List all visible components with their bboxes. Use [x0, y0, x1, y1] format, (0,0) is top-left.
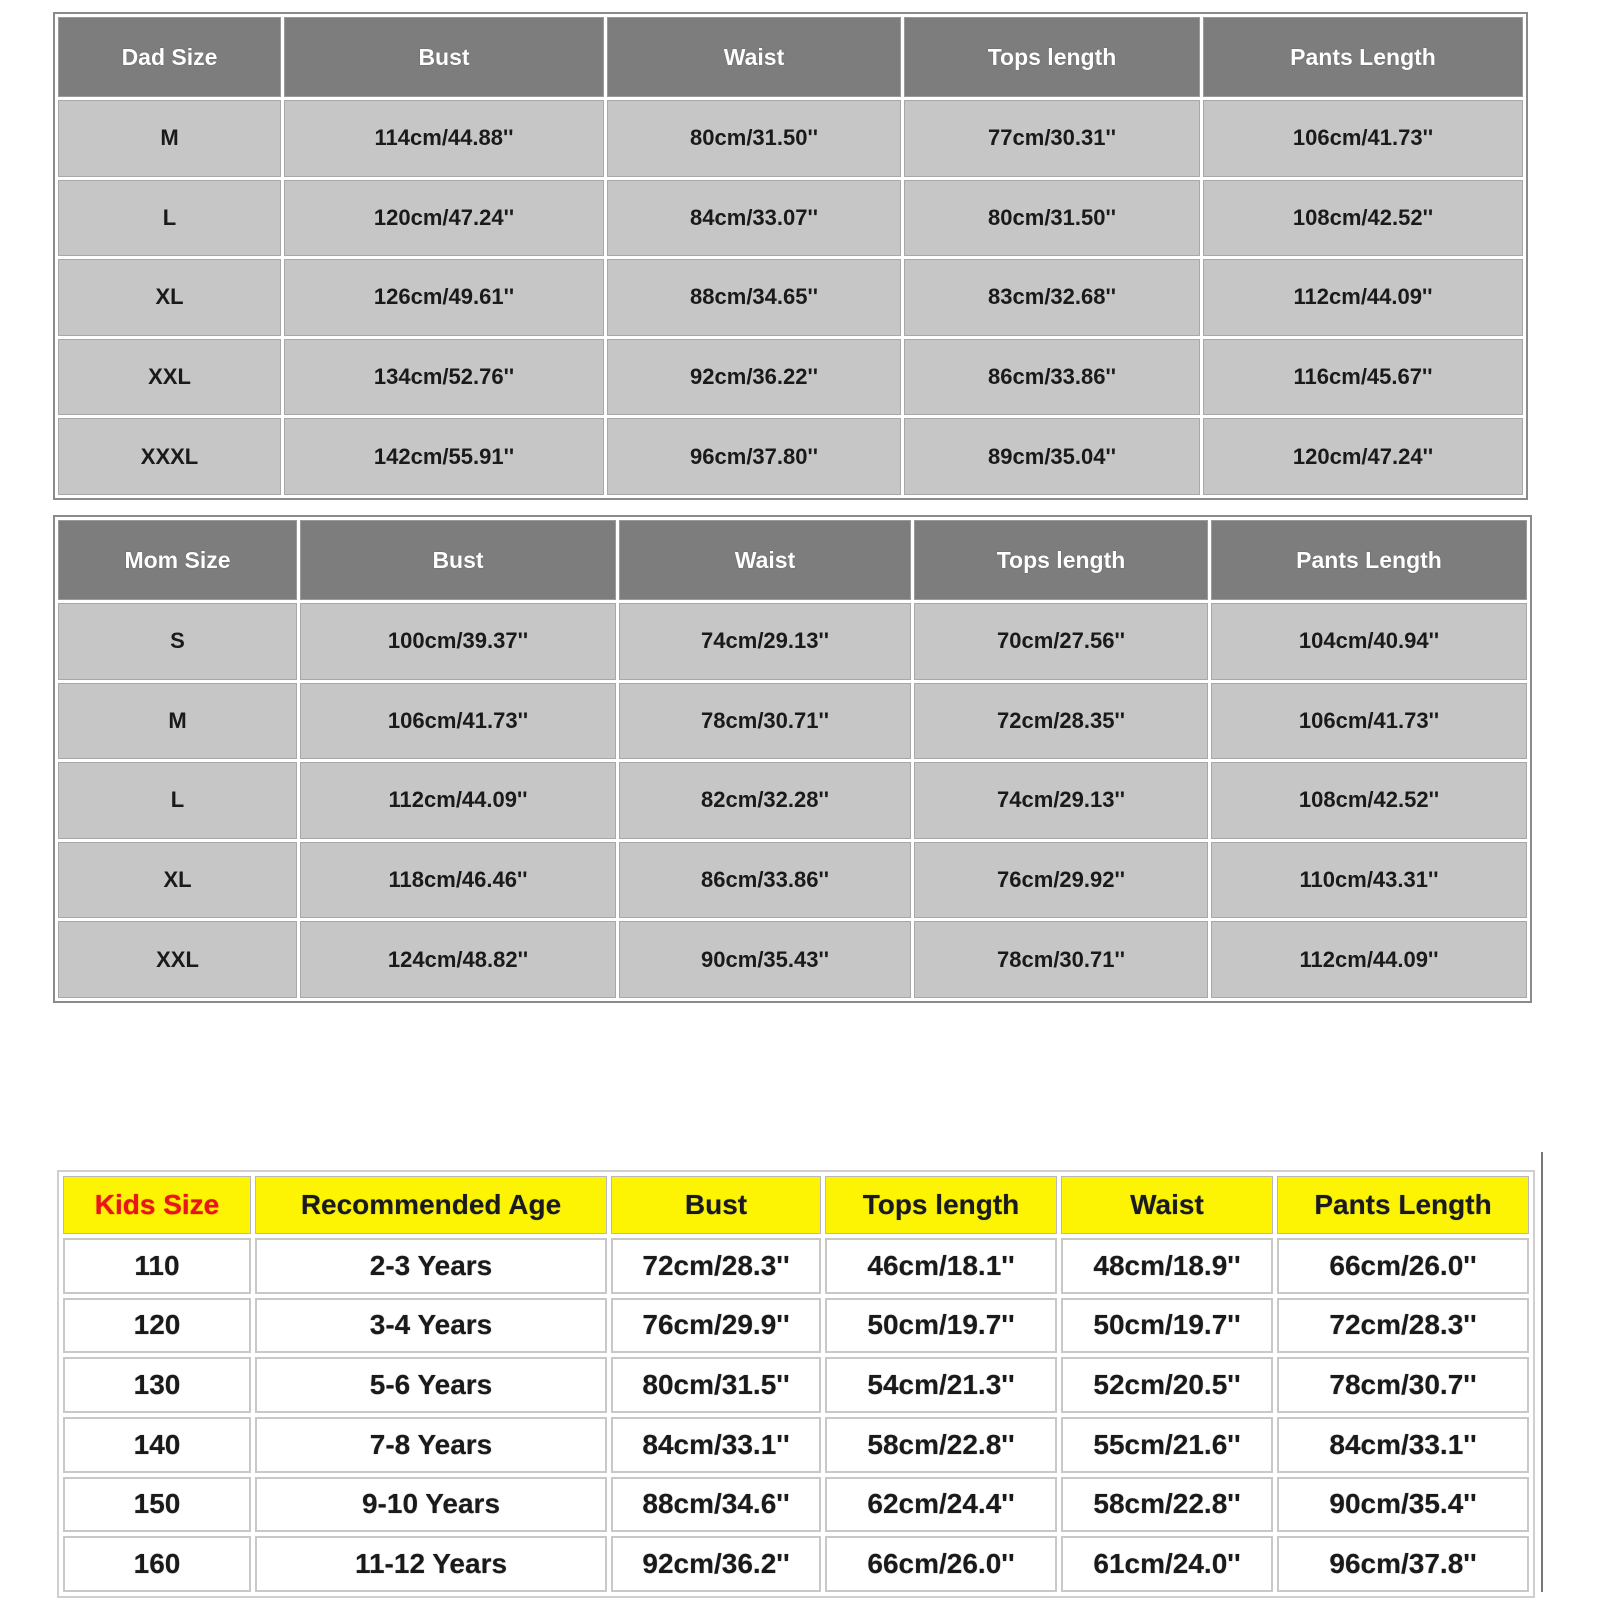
- kids-waist-cell: 58cm/22.8'': [1061, 1477, 1273, 1533]
- table-row: [58, 921, 1527, 998]
- dad-bust-cell: 134cm/52.76'': [284, 339, 604, 416]
- mom-bust-cell: 112cm/44.09'': [300, 762, 616, 839]
- mom-pants-length-cell: 108cm/42.52'': [1211, 762, 1527, 839]
- mom-header-bust: Bust: [300, 520, 616, 600]
- mom-size-cell: XXL: [58, 921, 297, 998]
- kids-tops-length-cell: 46cm/18.1'': [825, 1238, 1057, 1294]
- table-row: [63, 1357, 1529, 1413]
- dad-waist-cell: 96cm/37.80'': [607, 418, 901, 495]
- dad-tops-length-cell: 77cm/30.31'': [904, 100, 1200, 177]
- dad-waist-cell: 84cm/33.07'': [607, 180, 901, 257]
- kids-age-cell: 5-6 Years: [255, 1357, 607, 1413]
- kids-size-cell: 160: [63, 1536, 251, 1592]
- table-row: [58, 418, 1523, 495]
- kids-waist-cell: 52cm/20.5'': [1061, 1357, 1273, 1413]
- kids-header-waist: Waist: [1061, 1176, 1273, 1234]
- dad-waist-cell: 92cm/36.22'': [607, 339, 901, 416]
- mom-tops-length-cell: 72cm/28.35'': [914, 683, 1208, 760]
- mom-tops-length-cell: 70cm/27.56'': [914, 603, 1208, 680]
- kids-header-bust: Bust: [611, 1176, 821, 1234]
- table-row: [58, 339, 1523, 416]
- mom-size-cell: S: [58, 603, 297, 680]
- mom-size-table: [53, 515, 1532, 1003]
- kids-bust-cell: 92cm/36.2'': [611, 1536, 821, 1592]
- dad-bust-cell: 114cm/44.88'': [284, 100, 604, 177]
- table-row: [63, 1536, 1529, 1592]
- kids-size-table: [57, 1170, 1535, 1598]
- kids-pants-length-cell: 84cm/33.1'': [1277, 1417, 1529, 1473]
- dad-size-cell: XL: [58, 259, 281, 336]
- table-row: [63, 1477, 1529, 1533]
- kids-header-tops-length: Tops length: [825, 1176, 1057, 1234]
- kids-age-cell: 2-3 Years: [255, 1238, 607, 1294]
- mom-pants-length-cell: 110cm/43.31'': [1211, 842, 1527, 919]
- kids-waist-cell: 55cm/21.6'': [1061, 1417, 1273, 1473]
- kids-tops-length-cell: 66cm/26.0'': [825, 1536, 1057, 1592]
- kids-pants-length-cell: 90cm/35.4'': [1277, 1477, 1529, 1533]
- mom-pants-length-cell: 112cm/44.09'': [1211, 921, 1527, 998]
- dad-header-size: Dad Size: [58, 17, 281, 97]
- dad-tops-length-cell: 83cm/32.68'': [904, 259, 1200, 336]
- kids-waist-cell: 61cm/24.0'': [1061, 1536, 1273, 1592]
- table-row: [58, 603, 1527, 680]
- mom-waist-cell: 90cm/35.43'': [619, 921, 911, 998]
- mom-tops-length-cell: 76cm/29.92'': [914, 842, 1208, 919]
- dad-bust-cell: 120cm/47.24'': [284, 180, 604, 257]
- kids-waist-cell: 50cm/19.7'': [1061, 1298, 1273, 1354]
- dad-size-cell: XXL: [58, 339, 281, 416]
- dad-size-cell: L: [58, 180, 281, 257]
- dad-pants-length-cell: 116cm/45.67'': [1203, 339, 1523, 416]
- mom-size-cell: L: [58, 762, 297, 839]
- kids-size-cell: 140: [63, 1417, 251, 1473]
- mom-waist-cell: 86cm/33.86'': [619, 842, 911, 919]
- mom-bust-cell: 106cm/41.73'': [300, 683, 616, 760]
- mom-header-tops-length: Tops length: [914, 520, 1208, 600]
- kids-waist-cell: 48cm/18.9'': [1061, 1238, 1273, 1294]
- kids-pants-length-cell: 78cm/30.7'': [1277, 1357, 1529, 1413]
- table-row: [58, 762, 1527, 839]
- kids-age-cell: 3-4 Years: [255, 1298, 607, 1354]
- dad-header-bust: Bust: [284, 17, 604, 97]
- kids-bust-cell: 88cm/34.6'': [611, 1477, 821, 1533]
- dad-header-tops-length: Tops length: [904, 17, 1200, 97]
- mom-waist-cell: 74cm/29.13'': [619, 603, 911, 680]
- kids-size-cell: 120: [63, 1298, 251, 1354]
- dad-tops-length-cell: 80cm/31.50'': [904, 180, 1200, 257]
- kids-size-cell: 110: [63, 1238, 251, 1294]
- kids-header-pants-length: Pants Length: [1277, 1176, 1529, 1234]
- kids-tops-length-cell: 54cm/21.3'': [825, 1357, 1057, 1413]
- kids-age-cell: 9-10 Years: [255, 1477, 607, 1533]
- dad-size-cell: XXXL: [58, 418, 281, 495]
- kids-bust-cell: 76cm/29.9'': [611, 1298, 821, 1354]
- divider-line: [1541, 1152, 1543, 1592]
- kids-tops-length-cell: 62cm/24.4'': [825, 1477, 1057, 1533]
- kids-age-cell: 11-12 Years: [255, 1536, 607, 1592]
- kids-bust-cell: 84cm/33.1'': [611, 1417, 821, 1473]
- mom-header-pants-length: Pants Length: [1211, 520, 1527, 600]
- dad-pants-length-cell: 108cm/42.52'': [1203, 180, 1523, 257]
- dad-tops-length-cell: 89cm/35.04'': [904, 418, 1200, 495]
- kids-bust-cell: 80cm/31.5'': [611, 1357, 821, 1413]
- table-row: [63, 1298, 1529, 1354]
- table-row: [58, 683, 1527, 760]
- mom-tops-length-cell: 74cm/29.13'': [914, 762, 1208, 839]
- kids-header-size: Kids Size: [63, 1176, 251, 1234]
- table-row: [58, 100, 1523, 177]
- mom-bust-cell: 118cm/46.46'': [300, 842, 616, 919]
- dad-waist-cell: 80cm/31.50'': [607, 100, 901, 177]
- dad-size-table: [53, 12, 1528, 500]
- mom-pants-length-cell: 104cm/40.94'': [1211, 603, 1527, 680]
- table-row: [63, 1238, 1529, 1294]
- mom-waist-cell: 78cm/30.71'': [619, 683, 911, 760]
- kids-size-cell: 130: [63, 1357, 251, 1413]
- kids-tops-length-cell: 58cm/22.8'': [825, 1417, 1057, 1473]
- dad-pants-length-cell: 112cm/44.09'': [1203, 259, 1523, 336]
- kids-pants-length-cell: 96cm/37.8'': [1277, 1536, 1529, 1592]
- kids-bust-cell: 72cm/28.3'': [611, 1238, 821, 1294]
- kids-tops-length-cell: 50cm/19.7'': [825, 1298, 1057, 1354]
- kids-pants-length-cell: 72cm/28.3'': [1277, 1298, 1529, 1354]
- mom-size-cell: M: [58, 683, 297, 760]
- kids-header-row: [63, 1176, 1529, 1234]
- mom-header-waist: Waist: [619, 520, 911, 600]
- kids-size-cell: 150: [63, 1477, 251, 1533]
- dad-pants-length-cell: 106cm/41.73'': [1203, 100, 1523, 177]
- dad-pants-length-cell: 120cm/47.24'': [1203, 418, 1523, 495]
- table-row: [58, 259, 1523, 336]
- kids-age-cell: 7-8 Years: [255, 1417, 607, 1473]
- dad-bust-cell: 142cm/55.91'': [284, 418, 604, 495]
- mom-bust-cell: 124cm/48.82'': [300, 921, 616, 998]
- table-row: [58, 842, 1527, 919]
- table-row: [58, 180, 1523, 257]
- dad-header-waist: Waist: [607, 17, 901, 97]
- dad-bust-cell: 126cm/49.61'': [284, 259, 604, 336]
- kids-pants-length-cell: 66cm/26.0'': [1277, 1238, 1529, 1294]
- table-row: [63, 1417, 1529, 1473]
- dad-header-pants-length: Pants Length: [1203, 17, 1523, 97]
- mom-bust-cell: 100cm/39.37'': [300, 603, 616, 680]
- dad-header-row: [58, 17, 1523, 97]
- kids-header-recommended-age: Recommended Age: [255, 1176, 607, 1234]
- mom-waist-cell: 82cm/32.28'': [619, 762, 911, 839]
- dad-size-cell: M: [58, 100, 281, 177]
- mom-header-size: Mom Size: [58, 520, 297, 600]
- mom-header-row: [58, 520, 1527, 600]
- mom-tops-length-cell: 78cm/30.71'': [914, 921, 1208, 998]
- dad-tops-length-cell: 86cm/33.86'': [904, 339, 1200, 416]
- mom-size-cell: XL: [58, 842, 297, 919]
- mom-pants-length-cell: 106cm/41.73'': [1211, 683, 1527, 760]
- dad-waist-cell: 88cm/34.65'': [607, 259, 901, 336]
